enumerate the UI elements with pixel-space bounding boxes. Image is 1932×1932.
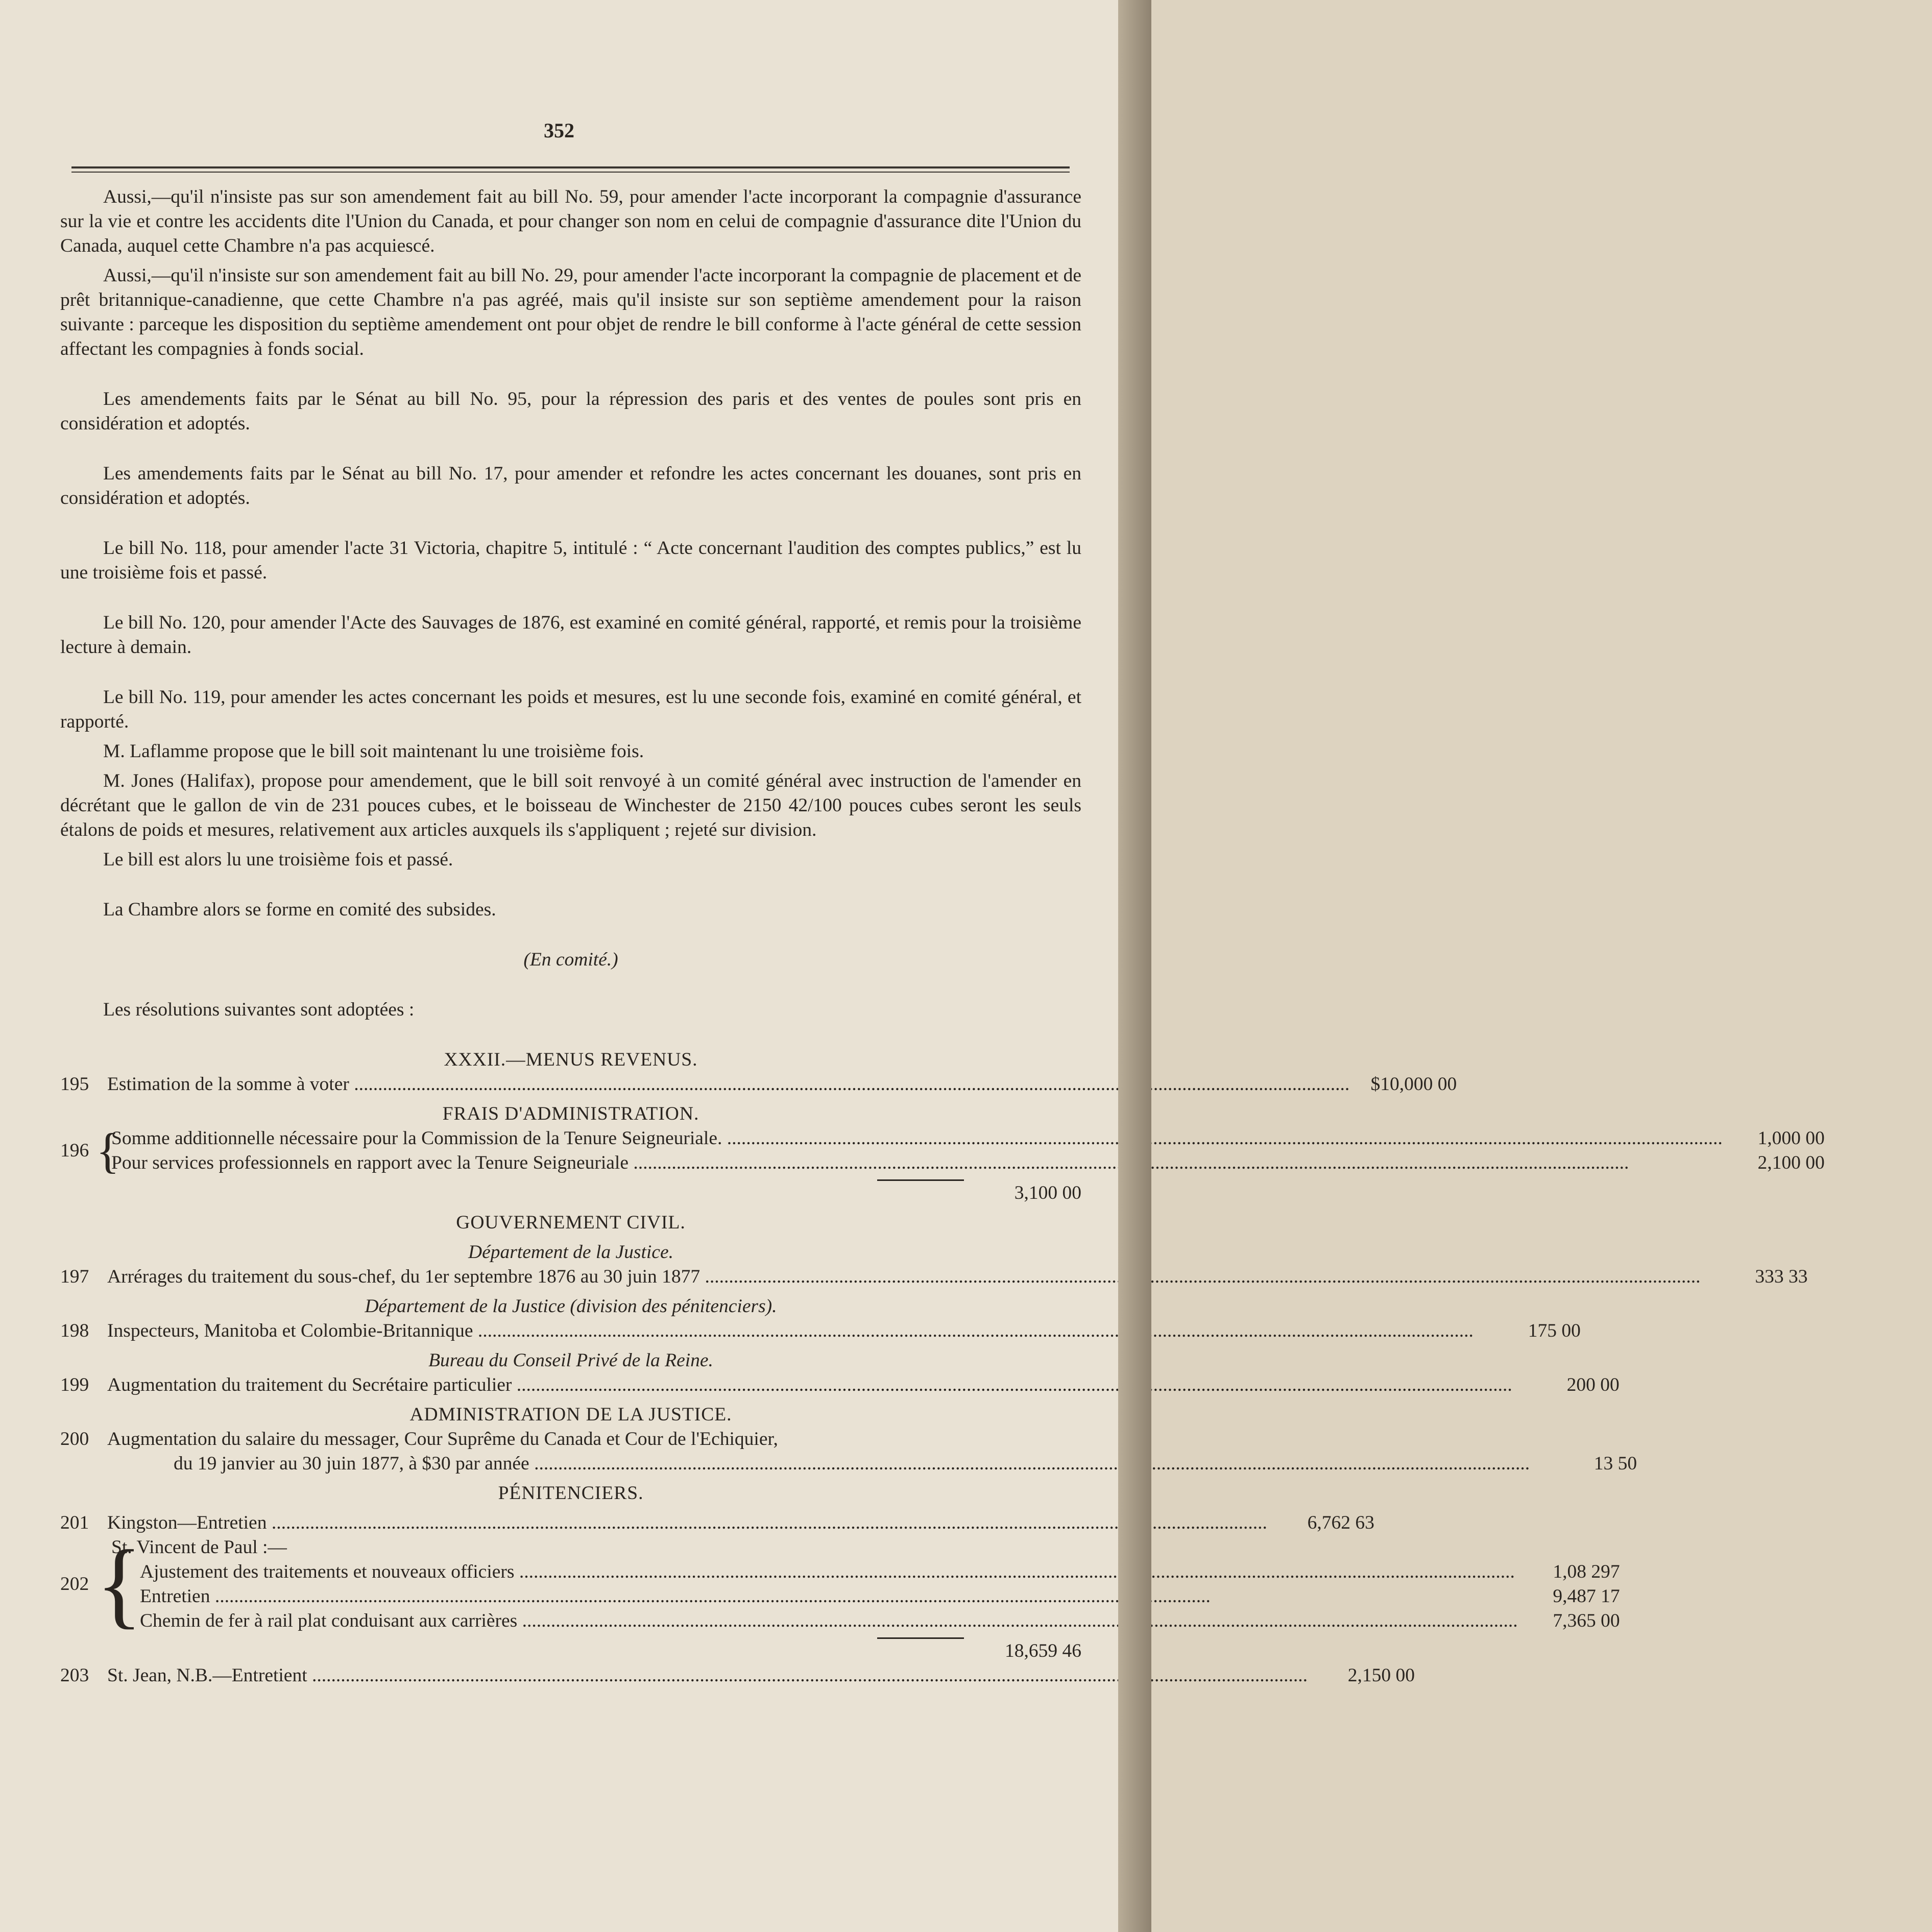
subsection-heading: Bureau du Conseil Privé de la Reine. <box>428 1350 713 1371</box>
subsection-heading: Département de la Justice (division des pénitenciers). <box>365 1296 777 1317</box>
item-row: 201 Kingston—Entretien ..... 6,762 63 <box>60 1511 1081 1535</box>
paragraph: Les amendements faits par le Sénat au bill No. 95, pour la répression des paris et des ventes de poules sont pris en considération et adoptés. <box>60 389 1081 434</box>
item-row: 197 Arrérages du traitement du sous-chef, du 1er septembre 1876 au 30 juin 1877 ..... 333 33 <box>60 1265 1081 1289</box>
paragraph: Aussi,—qu'il n'insiste pas sur son amendement fait au bill No. 59, pour amender l'acte incorporant la compagnie d'assurance sur la vie et contre les accidents dite l'Union du Canada, et pour changer son nom en celui de compagnie d'assurance dite l'Union du Canada, auquel cette Chambre n'a pas acquiescé. <box>60 186 1081 256</box>
paragraph: M. Laflamme propose que le bill soit maintenant lu une troisième fois. <box>103 741 644 762</box>
brace: { <box>96 1123 120 1178</box>
subtotal-rule <box>60 1633 1081 1639</box>
paragraph: Le bill est alors lu une troisième fois et passé. <box>103 849 453 870</box>
paragraph: Le bill No. 119, pour amender les actes concernant les poids et mesures, est lu une seconde fois, examiné en comité général, et rapporté. <box>60 687 1081 732</box>
header-rule <box>71 166 1070 168</box>
subsection-heading: Département de la Justice. <box>468 1242 673 1263</box>
item-row: 199 Augmentation du traitement du Secrétaire particulier ..... 200 00 <box>60 1373 1081 1397</box>
item-row: 198 Inspecteurs, Manitoba et Colombie-Britannique ..... 175 00 <box>60 1319 1081 1343</box>
section-heading: XXXII.—MENUS REVENUS. <box>444 1049 698 1070</box>
subtotal-rule <box>60 1175 1081 1181</box>
paragraph: Les résolutions suivantes sont adoptées : <box>103 999 415 1020</box>
paragraph: La Chambre alors se forme en comité des subsides. <box>103 899 496 920</box>
paragraph: Les amendements faits par le Sénat au bill No. 17, pour amender et refondre les actes concernant les douanes, sont pris en considération et adoptés. <box>60 463 1081 509</box>
document-body: Aussi,—qu'il n'insiste pas sur son amendement fait au bill No. 59, pour amender l'acte incorporant la compagnie d'assurance sur la vie et contre les accidents dite l'Union du Canada, et pour changer son nom en celui de compagnie d'assurance dite l'Union du Canada, auquel cette Chambre n'a pas acquiescé. Aussi,—qu'il n'insiste sur son amendement fait au bill No. 29, pour amender l'acte incorporant la compagnie de placement et de prêt britannique-canadienne, que cette Chambre n'a pas agréé, mais qu'il insiste sur son septième amendement pour la raison suivante : parceque les disposition du septième amendement ont pour objet de rendre le bill conforme à l'acte général de cette session affectant les compagnies à fonds social. Les amendements faits par le Sénat au bill No. 95, pour la répression des paris et des ventes de poules sont pris en considération et adoptés. Les amendements faits par le Sénat au bill No. 17, pour amender et refondre les actes concernant les douanes, sont pris en considération et adoptés. Le bill No. 118, pour amender l'acte 31 Victoria, chapitre 5, intitulé : “ Acte concernant l'audition des comptes publics,” est lu une troisième fois et passé. Le bill No. 120, pour amender l'Acte des Sauvages de 1876, est examiné en comité général, rapporté, et remis pour la troisième lecture à demain. Le bill No. 119, pour amender les actes concernant les poids et mesures, est lu une seconde fois, examiné en comité général, et rapporté. M. Laflamme propose que le bill soit maintenant lu une troisième fois. M. Jones (Halifax), propose pour amendement, que le bill soit renvoyé à un comité général avec instruction de l'amender en décrétant que le gallon de vin de 231 pouces cubes, et le boisseau de Winchester de 2150 42/100 pouces cubes seront les seuls étalons de poids et mesures, relativement aux articles auxquels ils s'appliquent ; rejeté sur division. Le bill est alors lu une troisième fois et passé. La Chambre alors se forme en comité des subsides. (En comité.) Les résolutions suivantes sont adoptées : XXXII.—MENUS REVENUS. 195 Estimation de la somme à voter ..... $10,000 00 FRAIS D'ADMINISTRATION. 196 { Somme additionnelle nécessaire pour la Commission de la Tenure Seigneuriale. ..... 1,000 00 Pour services professionnels en rapport avec la Tenure Seigneuriale ..... 2,100 00 3,100 00 GOUVERNEMENT CIVIL. Département de la Justice. 197 Arrérages du traitement du sous-chef, du 1er septembre 1876 au 30 juin 1877 ..... 333 33 Département de la Justice (division des pénitenciers). 198 Inspecteurs, Manitoba et Colombie-Britannique ..... 175 00 Bureau du Conseil Privé de la Reine. 199 Augmentation du traitement du Secrétaire particulier ..... 200 00 ADMINISTRATION DE LA JUSTICE. 200 Augmentation du salaire du messager, Cour Suprême du Canada et Cour de l'Echiquier, du 19 janvier au 30 juin 1877, à $30 par année ..... 13 50 PÉNITENCIERS. 201 Kingston—Entretien ..... 6,762 63 202 { St. Vincent de Paul :— Ajustement des traitements et nouveaux officiers ..... 1,08 297 Entretien ..... 9,487 17 Chemin de fer à rail plat conduisant aux carrières ..... 7,365 00 18,659 46 203 St. Jean, N.B.—Entretient ..... 2,150 00 <box>60 185 1081 1688</box>
section-heading: GOUVERNEMENT CIVIL. <box>456 1212 686 1233</box>
page-edge <box>1118 0 1151 1932</box>
item-row: 200 Augmentation du salaire du messager, Cour Suprême du Canada et Cour de l'Echiquier, <box>60 1429 778 1450</box>
subtotal: 3,100 00 <box>1014 1182 1081 1203</box>
item-row: 195 Estimation de la somme à voter ..... $10,000 00 <box>60 1072 1081 1097</box>
section-heading: PÉNITENCIERS. <box>498 1483 644 1504</box>
item-row: 203 St. Jean, N.B.—Entretient ..... 2,150 00 <box>60 1663 1081 1688</box>
page-number: 352 <box>544 119 574 142</box>
subtotal: 18,659 46 <box>1005 1640 1081 1661</box>
paragraph: M. Jones (Halifax), propose pour amendement, que le bill soit renvoyé à un comité général avec instruction de l'amender en décrétant que le gallon de vin de 231 pouces cubes, et le boisseau de Winchester de 2150 42/100 pouces cubes seront les seuls étalons de poids et mesures, relativement aux articles auxquels ils s'appliquent ; rejeté sur division. <box>60 770 1081 840</box>
header-rule-thin <box>71 172 1070 173</box>
item-group: 196 { Somme additionnelle nécessaire pour la Commission de la Tenure Seigneuriale. ..... 1,000 00 Pour services professionnels en rapport avec la Tenure Seigneuriale ..... 2,100 00 <box>60 1126 1081 1175</box>
brace: { <box>96 1531 143 1638</box>
item-group: 202 { St. Vincent de Paul :— Ajustement des traitements et nouveaux officiers ..... 1,08 297 Entretien ..... 9,487 17 Chemin de fer à rail plat conduisant aux carrières ..... 7,365 00 <box>60 1535 1081 1633</box>
paragraph: Aussi,—qu'il n'insiste sur son amendement fait au bill No. 29, pour amender l'acte incorporant la compagnie de placement et de prêt britannique-canadienne, que cette Chambre n'a pas agréé, mais qu'il insiste sur son septième amendement pour la raison suivante : parceque les disposition du septième amendement ont pour objet de rendre le bill conforme à l'acte général de cette session affectant les compagnies à fonds social. <box>60 265 1081 359</box>
paragraph: Le bill No. 120, pour amender l'Acte des Sauvages de 1876, est examiné en comité général, rapporté, et remis pour la troisième lecture à demain. <box>60 612 1081 658</box>
paragraph: Le bill No. 118, pour amender l'acte 31 Victoria, chapitre 5, intitulé : “ Acte concernant l'audition des comptes publics,” est lu une troisième fois et passé. <box>60 538 1081 583</box>
section-heading: ADMINISTRATION DE LA JUSTICE. <box>409 1404 732 1425</box>
en-comite: (En comité.) <box>523 949 618 970</box>
section-heading: FRAIS D'ADMINISTRATION. <box>442 1103 699 1124</box>
